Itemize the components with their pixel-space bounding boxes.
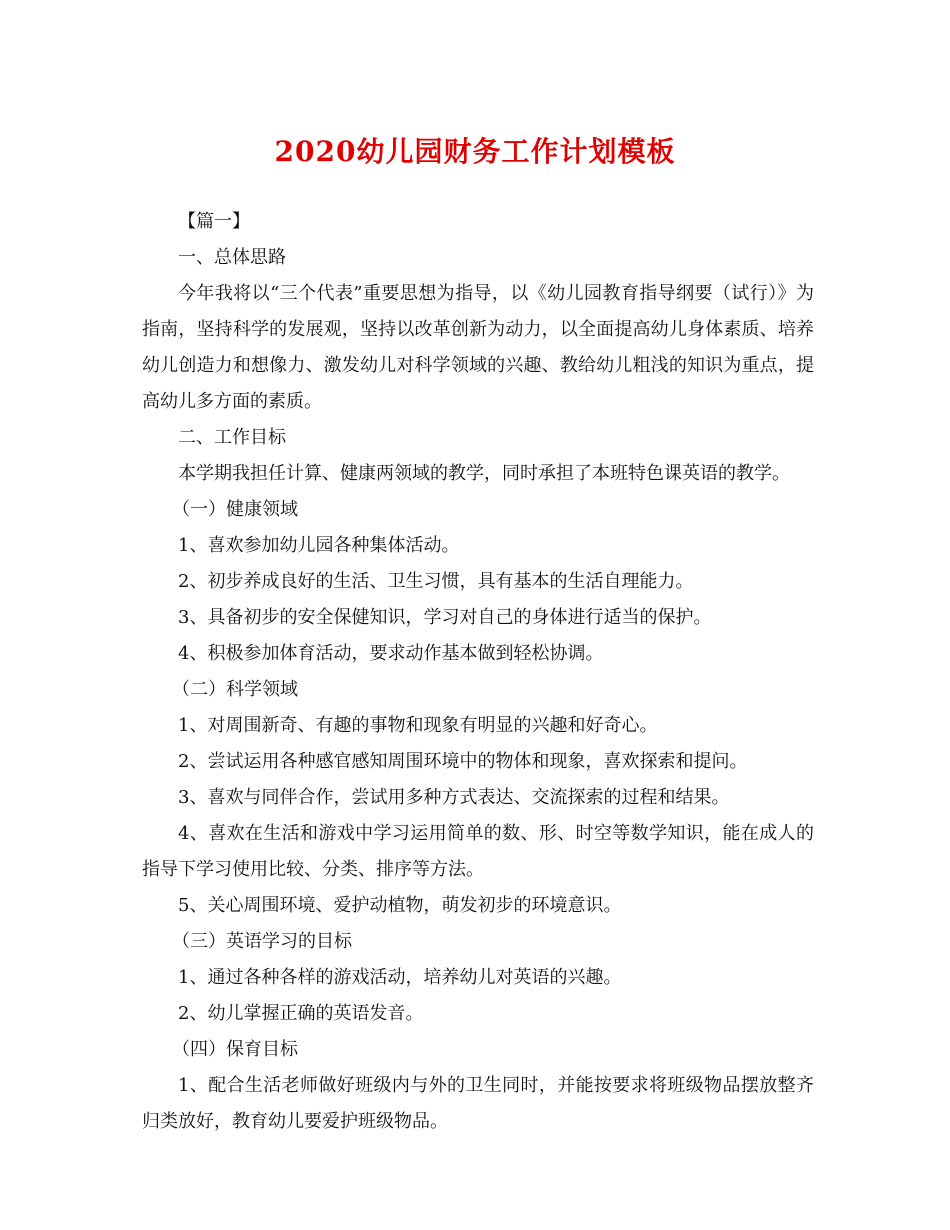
- document-body: [142, 204, 814, 1140]
- list-item: 3、喜欢与同伴合作，尝试用多种方式表达、交流探索的过程和结果。: [178, 787, 730, 808]
- subheading-care: （四）保育目标: [172, 1039, 298, 1060]
- list-item: 1、配合生活老师做好班级内与外的卫生同时，并能按要求将班级物品摆放整齐归类放好，教育幼儿要爱护班级物品。: [142, 1075, 814, 1132]
- list-item: 2、初步养成良好的生活、卫生习惯，具有基本的生活自理能力。: [178, 571, 694, 592]
- paragraph-work-goals: 本学期我担任计算、健康两领域的教学，同时承担了本班特色课英语的教学。: [178, 463, 790, 484]
- list-item: 1、喜欢参加幼儿园各种集体活动。: [178, 535, 460, 556]
- section-tag: 【篇一】: [178, 211, 250, 232]
- list-item: 2、尝试运用各种感官感知周围环境中的物体和现象，喜欢探索和提问。: [178, 751, 748, 772]
- subheading-science: （二）科学领域: [172, 679, 298, 700]
- paragraph-overall-idea: 今年我将以“三个代表”重要思想为指导，以《幼儿园教育指导纲要（试行）》为指南，坚持科学的发展观，坚持以改革创新为动力，以全面提高幼儿身体素质、培养幼儿创造力和想像力、激发幼儿对科学领域的兴趣、教给幼儿粗浅的知识为重点，提高幼儿多方面的素质。: [142, 283, 814, 412]
- list-item: 4、积极参加体育活动，要求动作基本做到轻松协调。: [178, 643, 604, 664]
- subheading-health: （一）健康领域: [172, 499, 298, 520]
- heading-overall-idea: 一、总体思路: [178, 247, 286, 268]
- list-item: 3、具备初步的安全保健知识，学习对自己的身体进行适当的保护。: [178, 607, 712, 628]
- list-item: 1、对周围新奇、有趣的事物和现象有明显的兴趣和好奇心。: [178, 715, 658, 736]
- list-item: 4、喜欢在生活和游戏中学习运用简单的数、形、时空等数学知识，能在成人的指导下学习使用比较、分类、排序等方法。: [142, 823, 814, 880]
- subheading-english: （三）英语学习的目标: [172, 931, 352, 952]
- heading-work-goals: 二、工作目标: [178, 427, 286, 448]
- list-item: 1、通过各种各样的游戏活动，培养幼儿对英语的兴趣。: [178, 967, 622, 988]
- list-item: 5、关心周围环境、爱护动植物，萌发初步的环境意识。: [178, 895, 622, 916]
- document-title: 2020幼儿园财务工作计划模板: [274, 135, 676, 168]
- list-item: 2、幼儿掌握正确的英语发音。: [178, 1003, 424, 1024]
